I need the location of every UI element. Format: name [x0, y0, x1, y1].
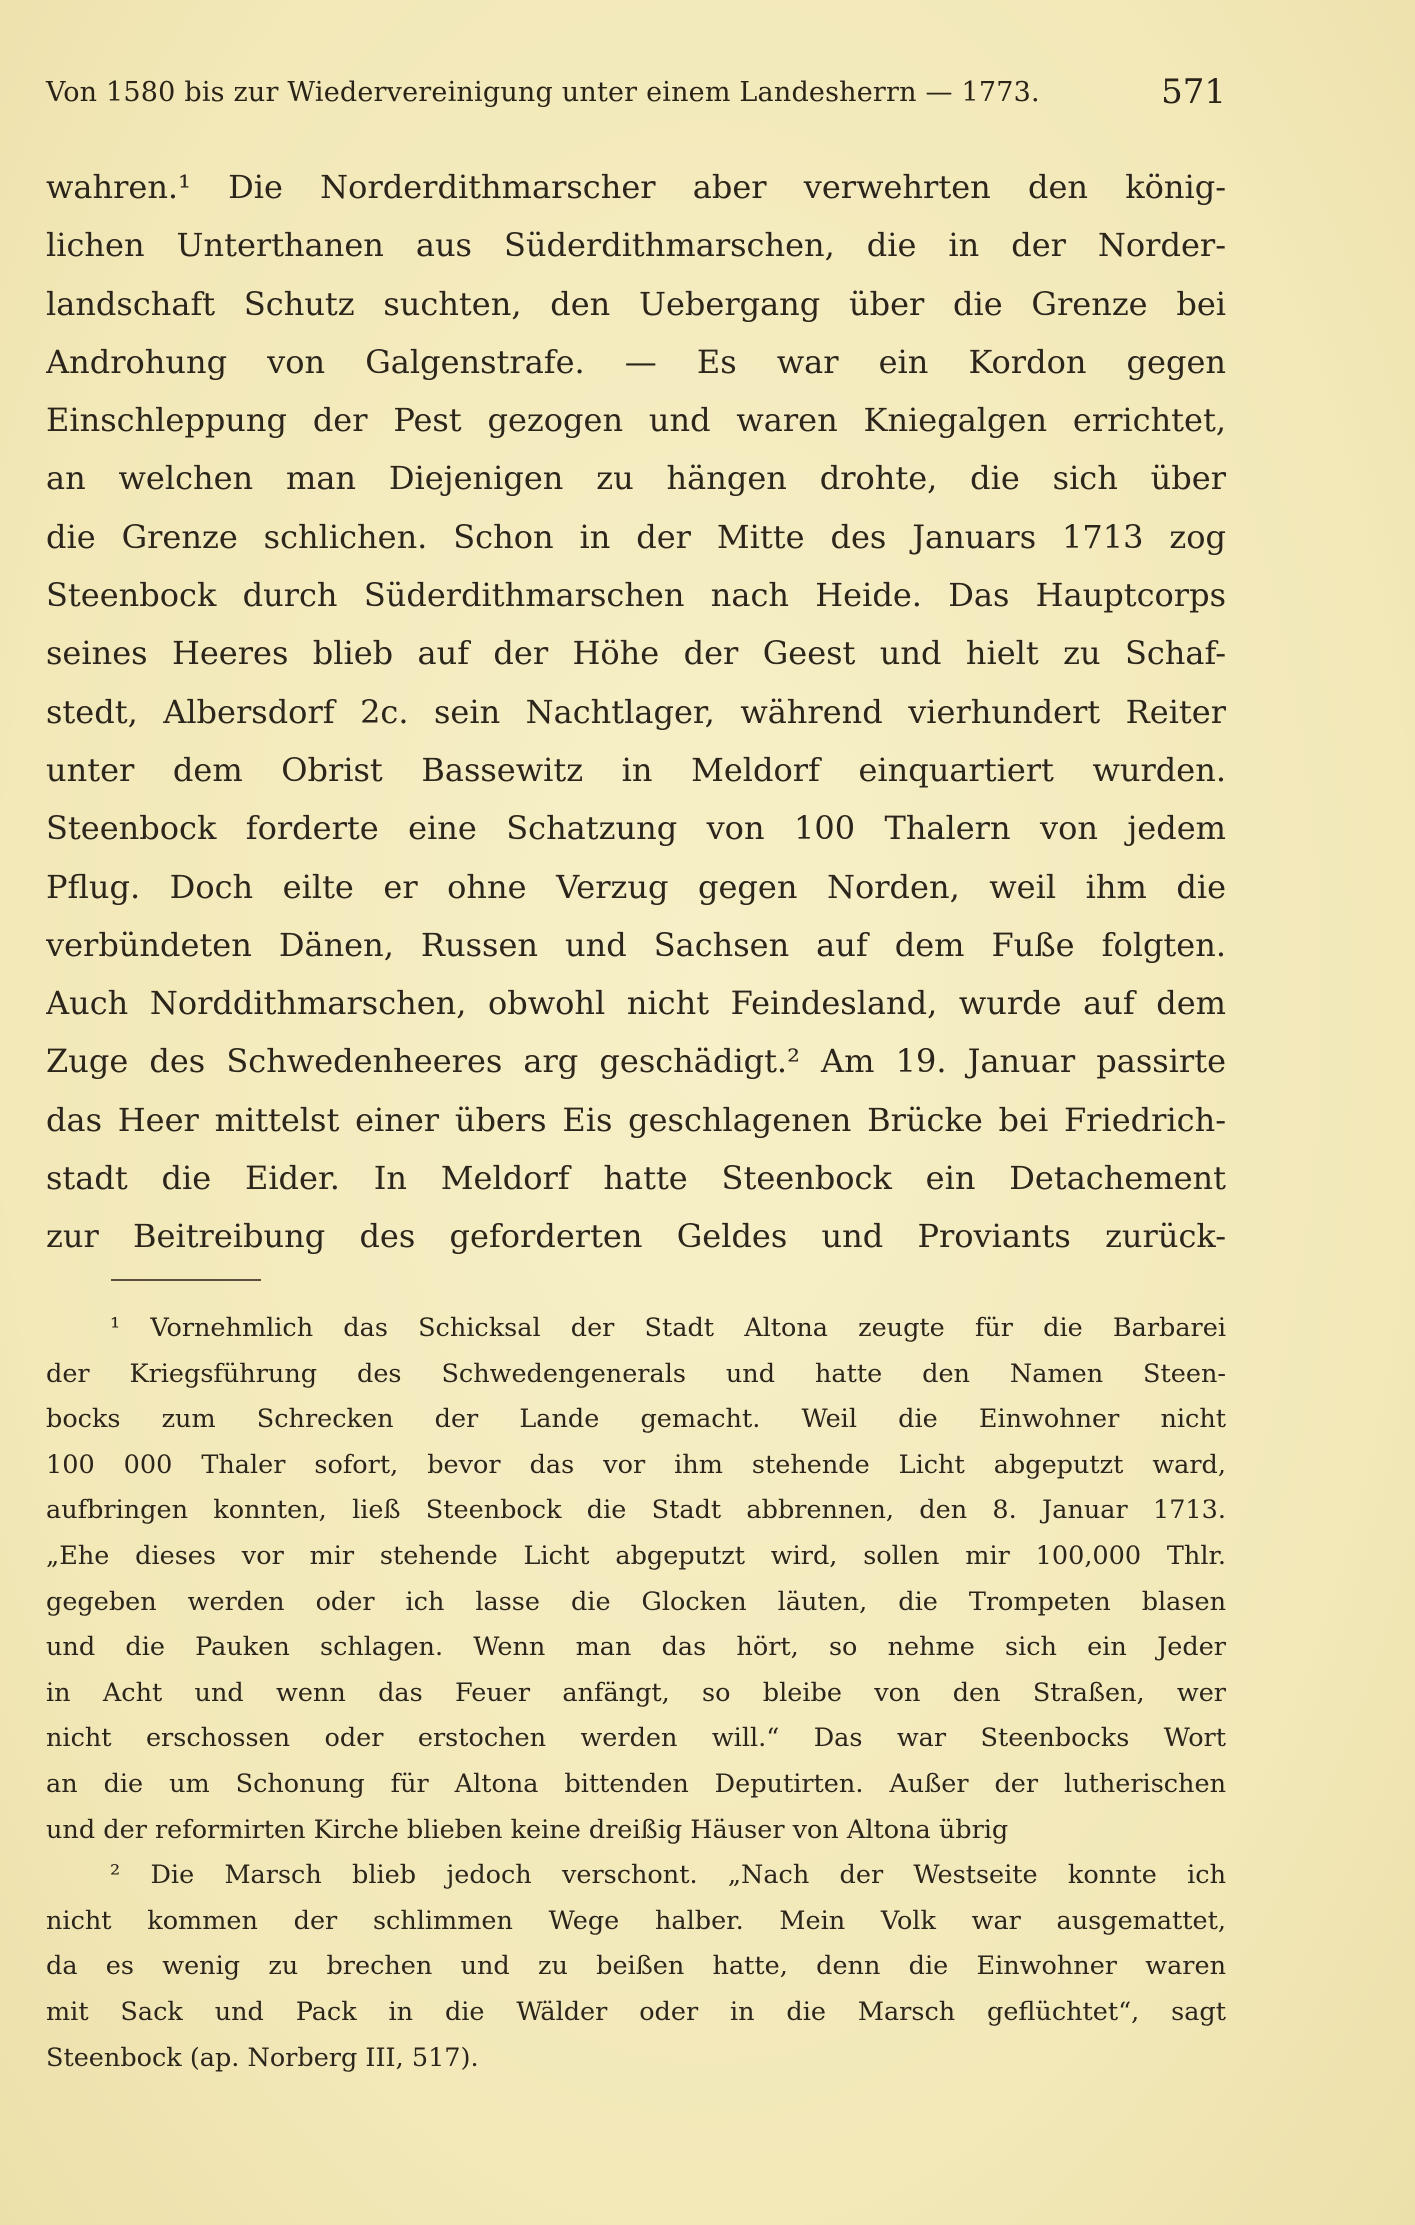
main-text: [46, 158, 1226, 1266]
footnote-1-line: bocks zum Schrecken der Lande gemacht. Weil die Einwohner nicht: [46, 1404, 1226, 1435]
footnote-2-line: mit Sack und Pack in die Wälder oder in die Marsch geflüchtet“, sagt: [46, 1996, 1226, 2027]
text-line: unter dem Obrist Bassewitz in Meldorf einquartiert wurden.: [46, 750, 1226, 789]
text-line: die Grenze schlichen. Schon in der Mitte des Januars 1713 zog: [46, 517, 1226, 556]
footnote-1-line: ¹ Vornehmlich das Schicksal der Stadt Altona zeugte für die Barbarei: [110, 1313, 1226, 1343]
footnote-separator: [111, 1279, 261, 1281]
text-line: zur Beitreibung des geforderten Geldes und Proviants zurück-: [46, 1217, 1226, 1256]
footnote-1-line: und die Pauken schlagen. Wenn man das hört, so nehme sich ein Jeder: [46, 1632, 1226, 1663]
text-line: das Heer mittelst einer übers Eis geschlagenen Brücke bei Friedrich-: [46, 1100, 1226, 1139]
footnote-1-line: nicht erschossen oder erstochen werden will.“ Das war Steenbocks Wort: [46, 1723, 1226, 1754]
text-line: an welchen man Diejenigen zu hängen drohte, die sich über: [46, 459, 1226, 498]
footnotes: [46, 1306, 1226, 2081]
running-title: Von 1580 bis zur Wiedervereinigung unter einem Landesherrn — 1773.: [46, 76, 1040, 108]
text-line: Zuge des Schwedenheeres arg geschädigt.² Am 19. Januar passirte: [46, 1042, 1226, 1081]
text-line: Steenbock forderte eine Schatzung von 100 Thalern von jedem: [46, 809, 1226, 848]
text-line: stedt, Albersdorf 2c. sein Nachtlager, während vierhundert Reiter: [46, 692, 1226, 731]
footnote-2-line: nicht kommen der schlimmen Wege halber. Mein Volk war ausgemattet,: [46, 1905, 1226, 1936]
footnote-1-line: „Ehe dieses vor mir stehende Licht abgeputzt wird, sollen mir 100,000 Thlr.: [46, 1540, 1226, 1571]
text-line: Einschleppung der Pest gezogen und waren Kniegalgen errichtet,: [46, 401, 1226, 440]
footnote-1-line: gegeben werden oder ich lasse die Glocken läuten, die Trompeten blasen: [46, 1586, 1226, 1617]
footnote-1-line: aufbringen konnten, ließ Steenbock die Stadt abbrennen, den 8. Januar 1713.: [46, 1495, 1226, 1526]
text-line: stadt die Eider. In Meldorf hatte Steenbock ein Detachement: [46, 1159, 1226, 1198]
text-line: Steenbock durch Süderdithmarschen nach Heide. Das Hauptcorps: [46, 576, 1226, 615]
text-line: Androhung von Galgenstrafe. — Es war ein Kordon gegen: [46, 342, 1226, 381]
text-line: Auch Norddithmarschen, obwohl nicht Feindesland, wurde auf dem: [46, 984, 1226, 1023]
footnote-1-line: und der reformirten Kirche blieben keine dreißig Häuser von Altona übrig: [46, 1814, 1009, 1845]
footnote-1-line: an die um Schonung für Altona bittenden Deputirten. Außer der lutherischen: [46, 1768, 1226, 1799]
footnote-2-line: Steenbock (ap. Norberg III, 517).: [46, 2042, 479, 2073]
footnote-2-line: da es wenig zu brechen und zu beißen hatte, denn die Einwohner waren: [46, 1951, 1226, 1982]
text-line: landschaft Schutz suchten, den Uebergang über die Grenze bei: [46, 284, 1226, 323]
page-number: 571: [1161, 72, 1226, 112]
text-line: verbündeten Dänen, Russen und Sachsen auf dem Fuße folgten.: [46, 925, 1226, 964]
footnote-1-line: in Acht und wenn das Feuer anfängt, so bleibe von den Straßen, wer: [46, 1677, 1226, 1708]
footnote-1-line: 100 000 Thaler sofort, bevor das vor ihm stehende Licht abgeputzt ward,: [46, 1449, 1226, 1480]
running-header: [46, 70, 1226, 114]
text-line: seines Heeres blieb auf der Höhe der Geest und hielt zu Schaf-: [46, 634, 1226, 673]
footnote-2-line: ² Die Marsch blieb jedoch verschont. „Nach der Westseite konnte ich: [110, 1860, 1226, 1891]
footnote-1-line: der Kriegsführung des Schwedengenerals und hatte den Namen Steen-: [46, 1358, 1226, 1389]
text-line: Pflug. Doch eilte er ohne Verzug gegen Norden, weil ihm die: [46, 867, 1226, 906]
text-line: wahren.¹ Die Norderdithmarscher aber verwehrten den könig-: [46, 168, 1226, 206]
text-line: lichen Unterthanen aus Süderdithmarschen, die in der Norder-: [46, 226, 1226, 265]
